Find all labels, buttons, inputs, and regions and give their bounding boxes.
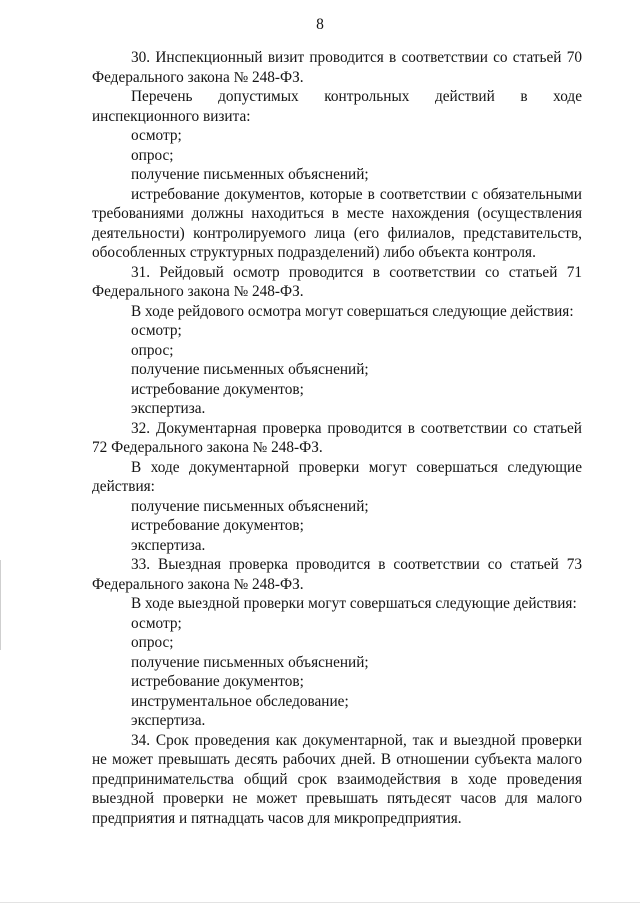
- page-number: 8: [316, 16, 324, 33]
- paragraph-inspection-actions-intro: Перечень допустимых контрольных действий в ходе инспекционного визита:: [92, 88, 582, 125]
- list-item: получение письменных объяснений;: [131, 653, 369, 671]
- list-item: истребование документов;: [131, 380, 304, 398]
- list-item: истребование документов;: [131, 673, 304, 690]
- paragraph-documentary-actions-intro: В ходе документарной проверки могут совершаться следующие действия:: [92, 458, 582, 495]
- list-item: экспертиза.: [131, 536, 206, 554]
- list-item: истребование документов, которые в соответствии с обязательными требованиями должны находиться в месте нахождения (осуществления деятельности) контролируемого лица (его филиалов, представительств, обособленных структурных подразделений) либо объекта контроля.: [92, 185, 582, 261]
- paragraph-33: 33. Выездная проверка проводится в соответствии со статьей 73 Федерального закона № 248-ФЗ.: [92, 556, 582, 593]
- list-item: осмотр;: [131, 127, 182, 144]
- list-item: экспертиза.: [131, 400, 206, 417]
- document-body: [92, 48, 582, 828]
- list-item: получение письменных объяснений;: [131, 497, 369, 515]
- scan-bottom-edge: [0, 902, 640, 903]
- list-item: опрос;: [131, 634, 174, 651]
- list-item: инструментальное обследование;: [131, 692, 349, 710]
- paragraph-field-actions-intro: В ходе выездной проверки могут совершаться следующие действия:: [131, 595, 577, 612]
- paragraph-30: 30. Инспекционный визит проводится в соответствии со статьей 70 Федерального закона № 248-ФЗ.: [92, 49, 582, 86]
- list-item: экспертиза.: [131, 712, 206, 729]
- list-item: осмотр;: [131, 322, 182, 339]
- list-item: опрос;: [131, 146, 174, 164]
- list-item: истребование документов;: [131, 517, 304, 534]
- list-item: получение письменных объяснений;: [131, 361, 369, 378]
- paragraph-34: 34. Срок проведения как документарной, так и выездной проверки не может превышать десять рабочих дней. В отношении субъекта малого предпринимательства общий срок взаимодействия в ходе проведения выездной проверки не может превышать пятьдесят часов для малого предприятия и пятнадцать часов для микропредприятия.: [92, 731, 582, 827]
- scan-edge-mark: [0, 560, 1, 650]
- list-item: осмотр;: [131, 614, 182, 632]
- list-item: получение письменных объяснений;: [131, 166, 369, 183]
- paragraph-raid-actions-intro: В ходе рейдового осмотра могут совершаться следующие действия:: [131, 302, 574, 320]
- list-item: опрос;: [131, 341, 174, 359]
- paragraph-31: 31. Рейдовый осмотр проводится в соответствии со статьей 71 Федерального закона № 248-ФЗ.: [92, 263, 582, 300]
- paragraph-32: 32. Документарная проверка проводится в соответствии со статьей 72 Федерального закона № 248-ФЗ.: [92, 419, 582, 456]
